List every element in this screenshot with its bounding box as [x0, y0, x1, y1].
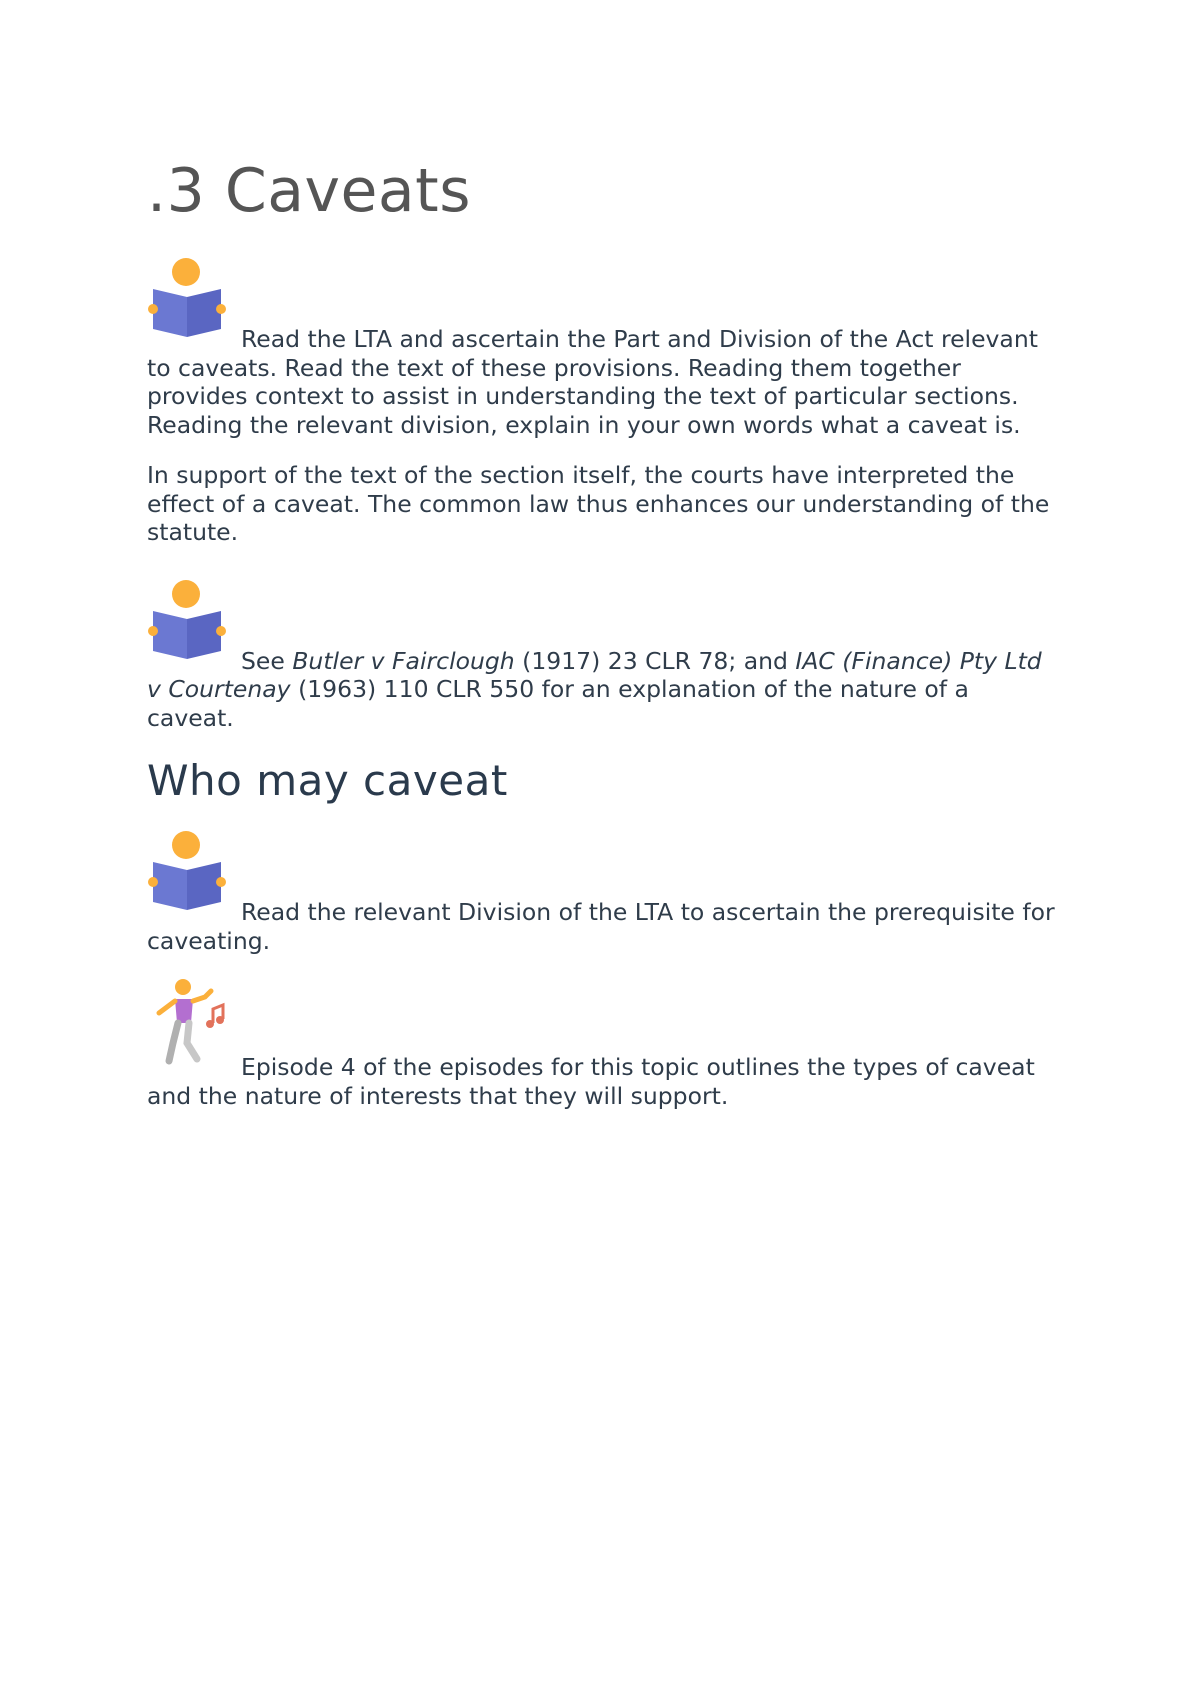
episode-block: [147, 977, 1057, 1110]
reading-task-text-1: Read the LTA and ascertain the Part and Division of the Act relevant to caveats. Read the text of these provisions. Reading them together provides context to assist in understanding the text of particular sections. Reading the relevant division, explain in your own words what a caveat is.: [147, 325, 1038, 439]
reading-task-block-1: [147, 257, 1057, 439]
section-title: .3 Caveats: [147, 156, 471, 226]
reading-task-block-2: [147, 579, 1057, 733]
case-reference-text: See Butler v Fairclough (1917) 23 CLR 78; and IAC (Finance) Pty Ltd v Courtenay (1963) 110 CLR 550 for an explanation of the nature of a caveat.: [147, 646, 1042, 732]
reading-task-block-3: [147, 830, 1057, 955]
document-page: [147, 156, 1057, 1132]
subheading-who-may-caveat: Who may caveat: [147, 756, 508, 805]
common-law-paragraph: In support of the text of the section itself, the courts have interpreted the effect of a caveat. The common law thus enhances our understanding of the statute.: [147, 461, 1050, 546]
reading-task-text-3: Read the relevant Division of the LTA to ascertain the prerequisite for caveating.: [147, 898, 1055, 955]
episode-text: Episode 4 of the episodes for this topic outlines the types of caveat and the nature of interests that they will support.: [147, 1053, 1035, 1110]
case-name-butler: Butler v Fairclough: [292, 646, 515, 675]
case-name-iac: IAC (Finance) Pty Ltd v Courtenay: [147, 646, 1042, 703]
